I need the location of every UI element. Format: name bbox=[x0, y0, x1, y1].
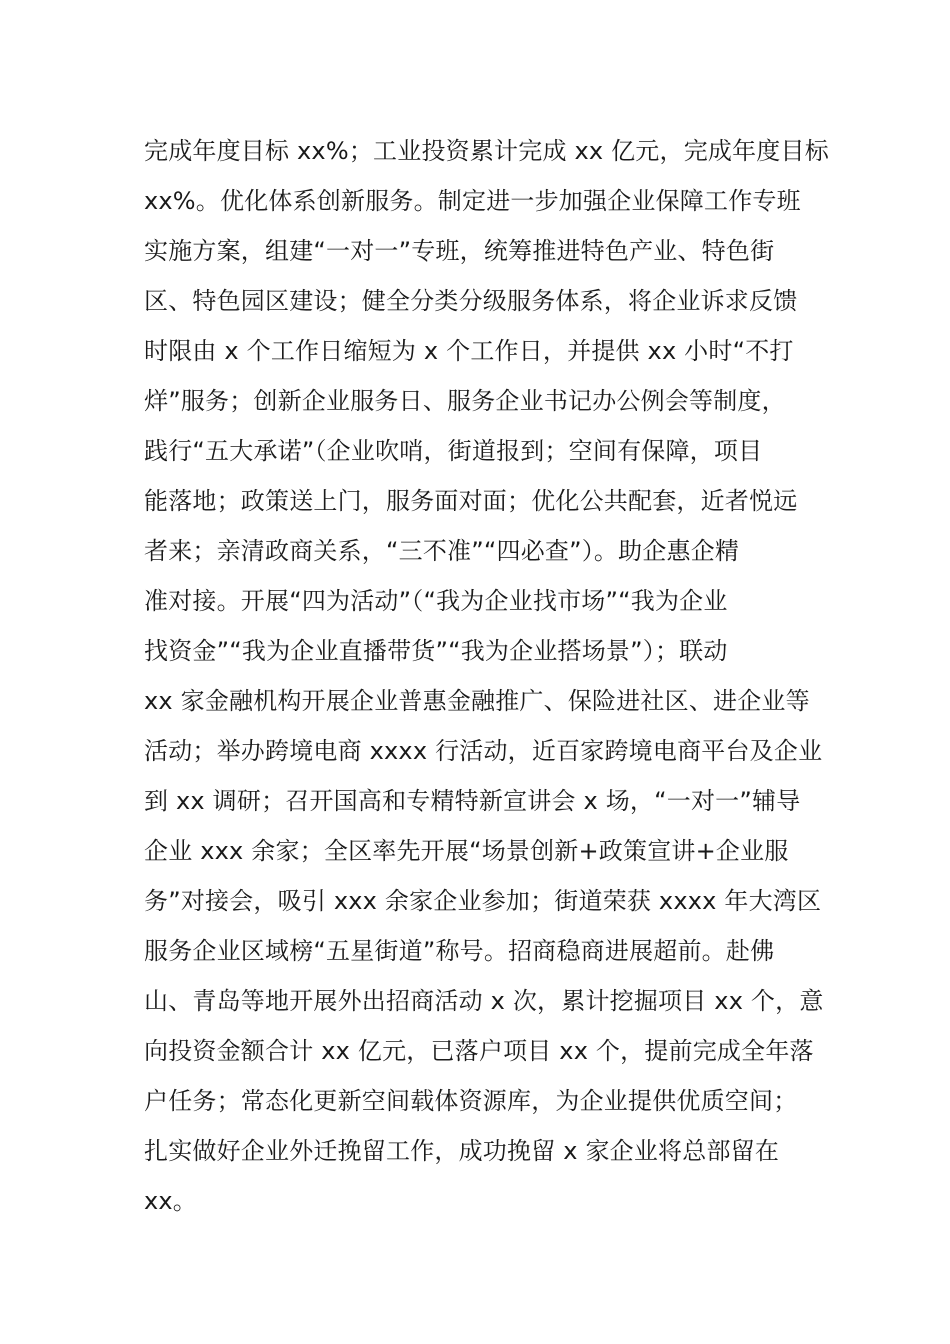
text-line: xx。 bbox=[144, 1187, 198, 1215]
text-line: 实施方案，组建“一对一”专班，统筹推进特色产业、特色街 bbox=[144, 237, 775, 265]
text-line: xx%。优化体系创新服务。制定进一步加强企业保障工作专班 bbox=[144, 187, 801, 215]
text-line: 能落地；政策送上门，服务面对面；优化公共配套，近者悦远 bbox=[144, 487, 798, 515]
text-line: 践行“五大承诺”（企业吹哨，街道报到；空间有保障，项目 bbox=[144, 437, 763, 465]
text-line: 户任务；常态化更新空间载体资源库，为企业提供优质空间； bbox=[144, 1087, 798, 1115]
text-line: 山、青岛等地开展外出招商活动 x 次，累计挖掘项目 xx 个，意 bbox=[144, 987, 824, 1015]
text-line: 时限由 x 个工作日缩短为 x 个工作日，并提供 xx 小时“不打 bbox=[144, 337, 794, 365]
text-line: 烊”服务；创新企业服务日、服务企业书记办公例会等制度， bbox=[144, 387, 786, 415]
text-line: 向投资金额合计 xx 亿元，已落户项目 xx 个，提前完成全年落 bbox=[144, 1037, 814, 1065]
text-line: 务”对接会，吸引 xxx 余家企业参加；街道荣获 xxxx 年大湾区 bbox=[144, 887, 822, 915]
text-line: 找资金”“我为企业直播带货”“我为企业搭场景”）；联动 bbox=[144, 637, 728, 665]
text-line: 服务企业区域榜“五星街道”称号。招商稳商进展超前。赴佛 bbox=[144, 937, 775, 965]
text-line: 扎实做好企业外迁挽留工作，成功挽留 x 家企业将总部留在 bbox=[144, 1137, 780, 1165]
text-line: 准对接。开展“四为活动”（“我为企业找市场”“我为企业 bbox=[144, 587, 728, 615]
text-line: 完成年度目标 xx%；工业投资累计完成 xx 亿元，完成年度目标 bbox=[144, 137, 829, 165]
text-line: 到 xx 调研；召开国高和专精特新宣讲会 x 场，“一对一”辅导 bbox=[144, 787, 801, 815]
text-line: 企业 xxx 余家；全区率先开展“场景创新+政策宣讲+企业服 bbox=[144, 837, 789, 865]
text-line: 活动；举办跨境电商 xxxx 行活动，近百家跨境电商平台及企业 bbox=[144, 737, 823, 765]
text-line: 区、特色园区建设；健全分类分级服务体系，将企业诉求反馈 bbox=[144, 287, 798, 315]
text-line: 者来；亲清政商关系，“三不准”“四必查”）。助企惠企精 bbox=[144, 537, 740, 565]
body-paragraph bbox=[144, 126, 829, 1226]
text-line: xx 家金融机构开展企业普惠金融推广、保险进社区、进企业等 bbox=[144, 687, 810, 715]
